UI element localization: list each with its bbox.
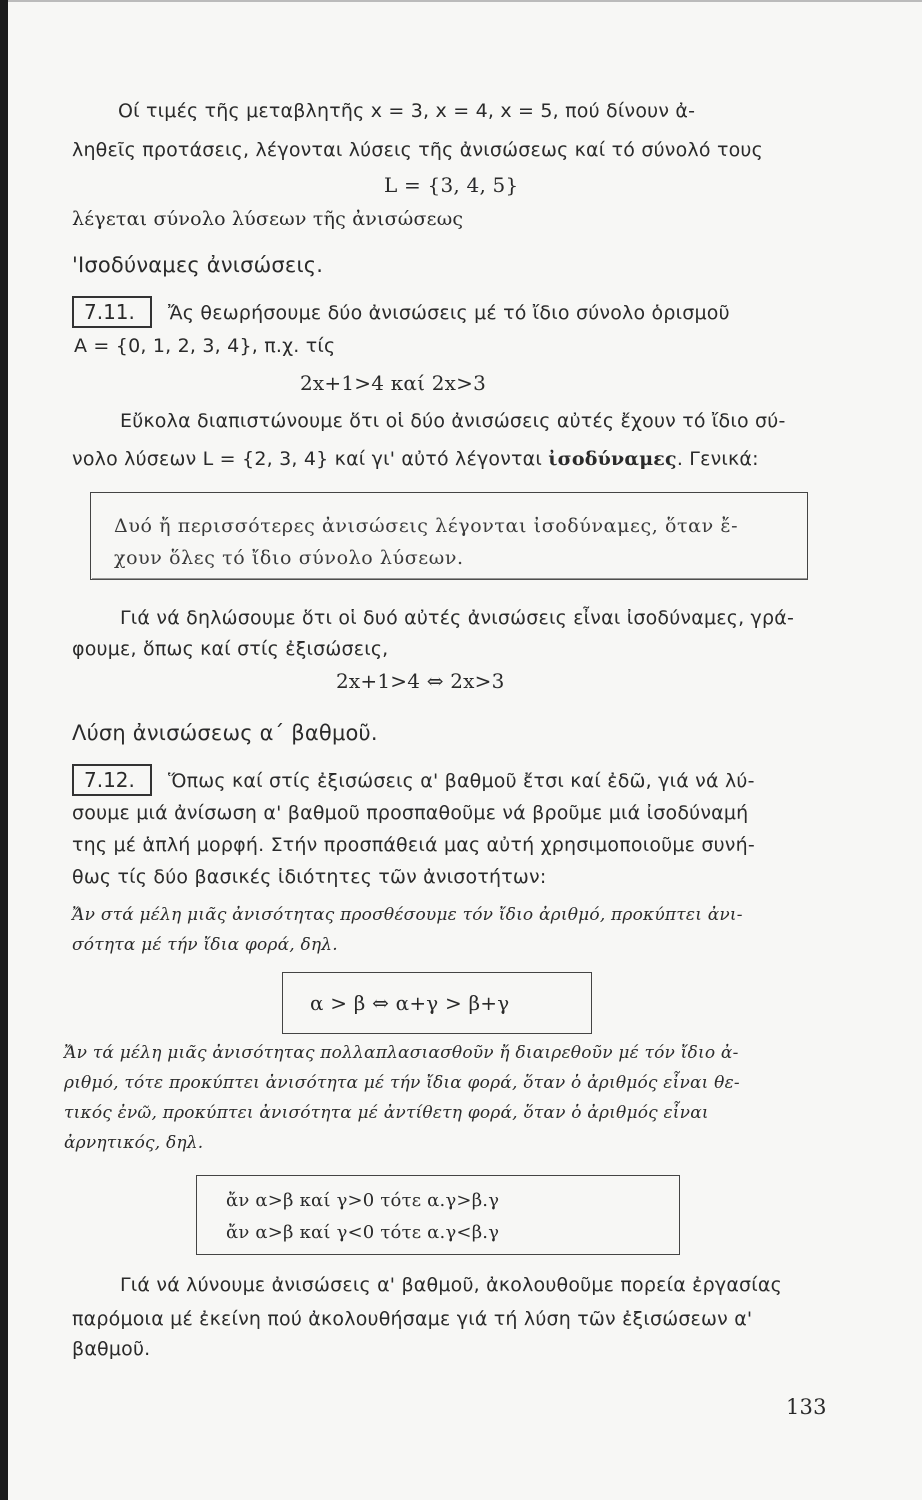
definition-line-2: χουν ὅλες τό ἴδιο σύνολο λύσεων. bbox=[114, 547, 464, 569]
multiplication-negative-formula: ἄν α>β καί γ<0 τότε α.γ<β.γ bbox=[226, 1222, 500, 1243]
section-title-equivalent: 'Ισοδύναμες ἀνισώσεις. bbox=[72, 253, 324, 277]
rule-addition-line-2: σότητα μέ τήν ἴδια φορά, δηλ. bbox=[72, 935, 338, 955]
equiv-p1-line-1: Ἄς θεωρήσουμε δύο ἀνισώσεις μέ τό ἴδιο σύνολο ὁρισμοῦ bbox=[168, 302, 730, 324]
section-title-solution: Λύση ἀνισώσεως α΄ βαθμοῦ. bbox=[72, 721, 378, 745]
equiv-p3-line-2: φουμε, ὅπως καί στίς ἐξισώσεις, bbox=[72, 638, 389, 660]
rule-multiplication-line-4: ἀρνητικός, δηλ. bbox=[64, 1133, 204, 1153]
equiv-p3-line-1: Γιά νά δηλώσουμε ὅτι οἱ δυό αὐτές ἀνισώσεις εἶναι ἰσοδύναμες, γρά- bbox=[120, 607, 795, 629]
solution-p1-line-3: της μέ ἁπλή μορφή. Στήν προσπάθειά μας αὐτή χρησιμοποιοῦμε συνή- bbox=[72, 834, 755, 856]
solution-p2-line-3: βαθμοῦ. bbox=[72, 1338, 151, 1360]
equiv-p2-line-1: Εὔκολα διαπιστώνουμε ὅτι οἱ δύο ἀνισώσεις αὐτές ἔχουν τό ἴδιο σύ- bbox=[120, 410, 786, 432]
equiv-p2-line-2 bbox=[72, 446, 759, 472]
equiv-p1-line-2: A = {0, 1, 2, 3, 4}, π.χ. τίς bbox=[74, 335, 336, 357]
solution-p1-line-1: Ὅπως καί στίς ἐξισώσεις α' βαθμοῦ ἔτσι καί ἐδῶ, γιά νά λύ- bbox=[168, 770, 755, 792]
example-inequalities: 2x+1>4 καί 2x>3 bbox=[300, 371, 487, 395]
rule-multiplication-line-1: Ἄν τά μέλη μιᾶς ἀνισότητας πολλαπλασιασθοῦν ἤ διαιρεθοῦν μέ τόν ἴδιο ἀ- bbox=[64, 1043, 739, 1063]
rule-multiplication-line-2: ριθμό, τότε προκύπτει ἀνισότητα μέ τήν ἴδια φορά, ὅταν ὁ ἀριθμός εἶναι θε- bbox=[64, 1073, 740, 1093]
equiv-p2-text-c: . Γενικά: bbox=[676, 448, 759, 470]
intro-line-2: ληθεῖς προτάσεις, λέγονται λύσεις τῆς ἀνισώσεως καί τό σύνολό τους bbox=[72, 139, 763, 161]
page-number: 133 bbox=[786, 1395, 827, 1419]
term-equivalent: ἰσοδύναμες bbox=[548, 448, 677, 470]
addition-property-formula: α > β ⇔ α+γ > β+γ bbox=[310, 991, 510, 1015]
solution-set-equation: L = {3, 4, 5} bbox=[384, 173, 519, 197]
definition-box-shadow bbox=[92, 578, 808, 580]
multiplication-positive-formula: ἄν α>β καί γ>0 τότε α.γ>β.γ bbox=[226, 1190, 500, 1211]
rule-multiplication-line-3: τικός ἐνῶ, προκύπτει ἀνισότητα μέ ἀντίθετη φορά, ὅταν ὁ ἀριθμός εἶναι bbox=[64, 1103, 709, 1123]
intro-line-3: λέγεται σύνολο λύσεων τῆς ἀνισώσεως bbox=[72, 208, 464, 230]
rule-addition-line-1: Ἄν στά μέλη μιᾶς ἀνισότητας προσθέσουμε τόν ἴδιο ἀριθμό, προκύπτει ἀνι- bbox=[72, 905, 743, 925]
solution-p1-line-4: θως τίς δύο βασικές ἰδιότητες τῶν ἀνισοτήτων: bbox=[72, 866, 547, 888]
solution-p1-line-2: σουμε μιά ἀνίσωση α' βαθμοῦ προσπαθοῦμε νά βροῦμε μιά ἰσοδύναμή bbox=[72, 802, 749, 824]
intro-line-1: Οί τιμές τῆς μεταβλητῆς x = 3, x = 4, x = 5, πού δίνουν ἀ- bbox=[118, 100, 696, 122]
equivalence-statement: 2x+1>4 ⇔ 2x>3 bbox=[336, 669, 505, 693]
solution-p2-line-2: παρόμοια μέ ἐκείνη πού ἀκολουθήσαμε γιά τή λύση τῶν ἐξισώσεων α' bbox=[72, 1308, 753, 1330]
equiv-p2-text-a: νολο λύσεων L = {2, 3, 4} καί γι' αὐτό λέγονται bbox=[72, 448, 549, 470]
solution-p2-line-1: Γιά νά λύνουμε ἀνισώσεις α' βαθμοῦ, ἀκολουθοῦμε πορεία ἐργασίας bbox=[120, 1274, 783, 1296]
paragraph-number-7-12: 7.12. bbox=[72, 764, 152, 796]
paragraph-number-7-11: 7.11. bbox=[72, 296, 152, 328]
definition-line-1: Δυό ἤ περισσότερες ἀνισώσεις λέγονται ἰσοδύναμες, ὅταν ἔ- bbox=[114, 515, 739, 537]
